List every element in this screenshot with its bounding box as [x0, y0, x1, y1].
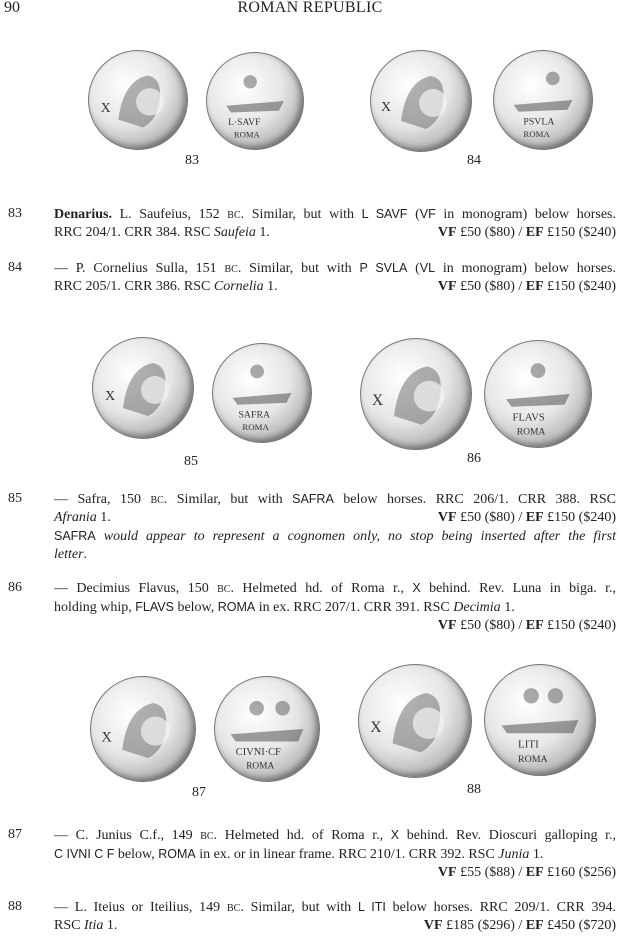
figure-label-86: 86	[467, 451, 481, 466]
coin-83-exergue: ROMA	[233, 129, 260, 140]
entry-number: 84	[8, 260, 22, 275]
svg-text:X: X	[105, 389, 116, 404]
coin-88-obverse	[358, 664, 472, 778]
coin-87-obverse	[90, 676, 196, 782]
svg-text:X: X	[370, 719, 382, 737]
coin-88-legend: LITI	[518, 738, 539, 751]
coin-86-legend: FLAVS	[512, 412, 545, 424]
price-line: VF £50 ($80) / EF £150 ($240)	[437, 510, 616, 525]
figure-label-84: 84	[467, 153, 481, 168]
figure-label-85: 85	[184, 454, 198, 469]
coin-86-obverse	[360, 338, 472, 450]
coin-84-reverse	[493, 50, 593, 150]
entry-number: 86	[8, 580, 22, 595]
coin-84-exergue: ROMA	[523, 129, 550, 140]
coin-84-legend: PSVLA	[523, 116, 555, 128]
figure-label-83: 83	[185, 153, 199, 168]
coin-83-legend: L·SAVF	[228, 117, 261, 128]
figure-label-87: 87	[192, 785, 206, 800]
price-line: VF £55 ($88) / EF £160 ($256)	[437, 865, 616, 880]
svg-text:X: X	[101, 729, 112, 746]
coin-87-reverse	[214, 676, 320, 782]
coin-86-exergue: ROMA	[516, 427, 546, 438]
entry-number: 85	[8, 491, 22, 506]
svg-text:X: X	[381, 100, 392, 115]
figure-label-88: 88	[467, 782, 481, 797]
price-line: VF £50 ($80) / EF £150 ($240)	[437, 225, 616, 240]
coin-88-reverse	[484, 664, 596, 776]
price-line: VF £185 ($296) / EF £450 ($720)	[423, 918, 616, 933]
coin-86-reverse	[484, 340, 592, 448]
coin-85-reverse	[212, 343, 312, 443]
coin-87-exergue: ROMA	[246, 761, 275, 772]
coin-85-obverse	[92, 337, 194, 439]
running-header	[0, 0, 620, 20]
svg-text:X: X	[372, 392, 384, 409]
coin-88-exergue: ROMA	[518, 753, 548, 765]
coin-83-obverse	[88, 50, 188, 150]
page-number: 90	[4, 0, 20, 16]
coin-85-exergue: ROMA	[242, 422, 269, 433]
entry-note: SAFRA would appear to represent a cognomen only, no stop being inserted after the first	[54, 529, 616, 544]
entry-number: 83	[8, 206, 22, 221]
coin-85-legend: SAFRA	[238, 409, 271, 421]
price-line: VF £50 ($80) / EF £150 ($240)	[437, 618, 616, 633]
entry-number: 87	[8, 827, 22, 842]
svg-text:X: X	[100, 99, 111, 115]
coin-87-legend: CIVNI·CF	[235, 747, 281, 758]
price-line: VF £50 ($80) / EF £150 ($240)	[437, 279, 616, 294]
coin-83-reverse	[206, 52, 304, 150]
running-title: ROMAN REPUBLIC	[237, 0, 383, 16]
coin-84-obverse	[370, 50, 472, 152]
entry-number: 88	[8, 899, 22, 914]
